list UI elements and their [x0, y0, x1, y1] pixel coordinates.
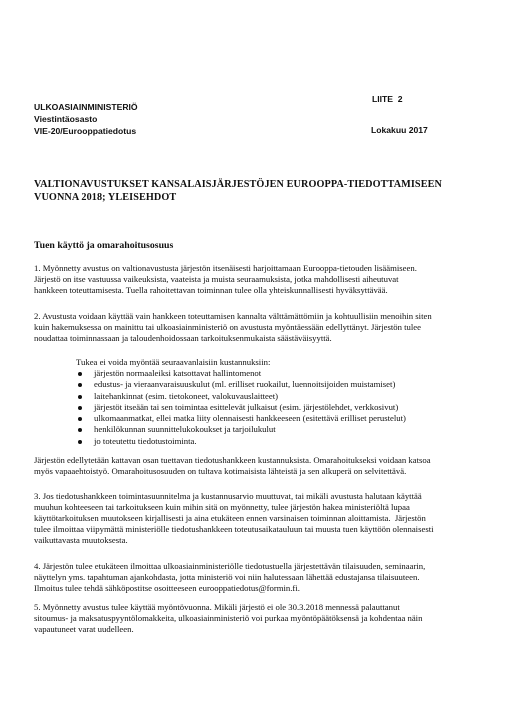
list-item: edustus- ja vieraanvaraisuuskulut (ml. erilliset ruokailut, luennoitsijoiden muistamiset) — [78, 379, 406, 390]
paragraph-line: Järjestö on itse vastuussa vaikeuksista, vaateista ja muista seuraamuksista, jotka mahdollisesti aiheutuvat — [34, 274, 399, 285]
appendix-label: LIITE 2 — [372, 94, 403, 104]
paragraph-4 — [34, 561, 486, 594]
paragraph-line: vapautuneet varat uudelleen. — [34, 624, 134, 635]
ministry-name: ULKOASIAINMINISTERIÖ — [34, 102, 138, 112]
paragraph-line: noudattaa toiminnassaan ja taloudenhoidossaan tarkoituksenmukaista säästäväisyyttä. — [34, 333, 332, 344]
paragraph-line: näyttelyn yms. tapahtuman ajankohdasta, jotta ministeriö voi niin halutessaan lähettää edustajansa tilaisuuteen. — [34, 572, 420, 583]
paragraph-line: tulee ilmoittaa viipymättä ministeriölle tiedotushankkeen toteutusaikatauluun tai muusta tuen käyttöön olennaisesti — [34, 524, 434, 535]
bullet-icon — [78, 406, 82, 410]
paragraph-line: sitoumus- ja maksatuspyyntölomakkeita, ulkoasiainministeriö voi purkaa myöntöpäätöksensä ja kohdentaa näin — [34, 613, 423, 624]
paragraph-line: 3. Jos tiedotushankkeen toimintasuunnitelma ja kustannusarvio muuttuvat, tai mikäli avustusta halutaan käyttää — [34, 491, 422, 501]
paragraph-line: Järjestön edellytetään kattavan osan tuettavan tiedotushankkeen kustannuksista. Omarahoitukseksi voidaan katsoa — [34, 455, 431, 465]
paragraph-line: hankkeen toteuttamisesta. Tuella rahoitettavan toiminnan tulee olla yhteiskunnallisesti hyväksyttävää. — [34, 285, 388, 296]
list-item: henkilökunnan suunnittelukokoukset ja tarjoilukulut — [78, 424, 406, 435]
paragraph-line: käyttötarkoituksen muutokseen kirjallisesti ja aina etukäteen ennen varsinaisen toiminnan aloittamista. Järjestön — [34, 513, 426, 524]
unit-name: VIE-20/Eurooppatiedotus — [34, 126, 137, 136]
list-item: laitehankinnat (esim. tietokoneet, valokuvauslaitteet) — [78, 391, 406, 402]
paragraph-2 — [34, 311, 486, 344]
bullet-icon — [78, 417, 82, 421]
paragraph-line: Ilmoitus tulee tehdä sähköpostitse osoitteeseen eurooppatiedotus@formin.fi. — [34, 583, 300, 594]
cost-list-intro: Tukea ei voida myöntää seuraavanlaisiin kustannuksiin: — [76, 357, 271, 367]
document-date: Lokakuu 2017 — [371, 125, 428, 135]
paragraph-line: vaikuttavasta muutoksesta. — [34, 535, 128, 546]
paragraph-line: myös vapaaehtoistyö. Omarahoitusosuuden on tultava kotimaisista lähteistä ja sen alkuperä on selvitettävä. — [34, 466, 407, 477]
paragraph-5 — [34, 602, 486, 635]
paragraph-line: 2. Avustusta voidaan käyttää vain hankkeen toteuttamisen kannalta välttämättömiin ja kohtuullisiin menoihin siten — [34, 311, 432, 321]
list-item: järjestön normaaleiksi katsottavat hallintomenot — [78, 368, 406, 379]
list-item: ulkomaanmatkat, ellei matka liity olennaisesti hankkeeseen (esitettävä erilliset perustelut) — [78, 413, 406, 424]
section-heading: Tuen käyttö ja omarahoitusosuus — [34, 240, 174, 251]
title-line: VUONNA 2018; YLEISEHDOT — [34, 192, 177, 203]
organization-block — [34, 101, 138, 137]
list-item: järjestöt itseään tai sen toimintaa esittelevät julkaisut (esim. järjestölehdet, verkkosivut) — [78, 402, 406, 413]
bullet-icon — [78, 440, 82, 444]
document-title — [34, 178, 484, 204]
bullet-icon — [78, 395, 82, 399]
bullet-icon — [78, 383, 82, 387]
list-item: jo toteutettu tiedotustoiminta. — [78, 436, 406, 447]
bullet-icon — [78, 372, 82, 376]
excluded-costs-list — [78, 368, 406, 447]
paragraph-line: muuhun kohteeseen tai tarkoitukseen kuin mihin sitä on myönnetty, tulee järjestön hakea ministeriöltä lupaa — [34, 502, 410, 513]
title-line: VALTIONAVUSTUKSET KANSALAISJÄRJESTÖJEN EUROOPPA-TIEDOTTAMISEEN — [34, 179, 442, 190]
paragraph-1 — [34, 263, 486, 296]
department-name: Viestintäosasto — [34, 114, 98, 124]
paragraph-line: 5. Myönnetty avustus tulee käyttää myöntövuonna. Mikäli järjestö ei ole 30.3.2018 mennessä palauttanut — [34, 602, 400, 612]
paragraph-self-funding — [34, 455, 486, 477]
paragraph-3 — [34, 491, 486, 546]
paragraph-line: 1. Myönnetty avustus on valtionavustusta järjestön itsenäisesti harjoittamaan Eurooppa-tietouden lisäämiseen. — [34, 263, 417, 273]
bullet-icon — [78, 428, 82, 432]
paragraph-line: kuin hakemuksessa on mainittu tai ulkoasiainministeriö on avustusta myöntäessään edellyttänyt. Järjestön tulee — [34, 322, 421, 333]
paragraph-line: 4. Järjestön tulee etukäteen ilmoittaa ulkoasiainministeriölle tiedotustuella järjestettävän tilaisuuden, seminaarin, — [34, 561, 426, 571]
